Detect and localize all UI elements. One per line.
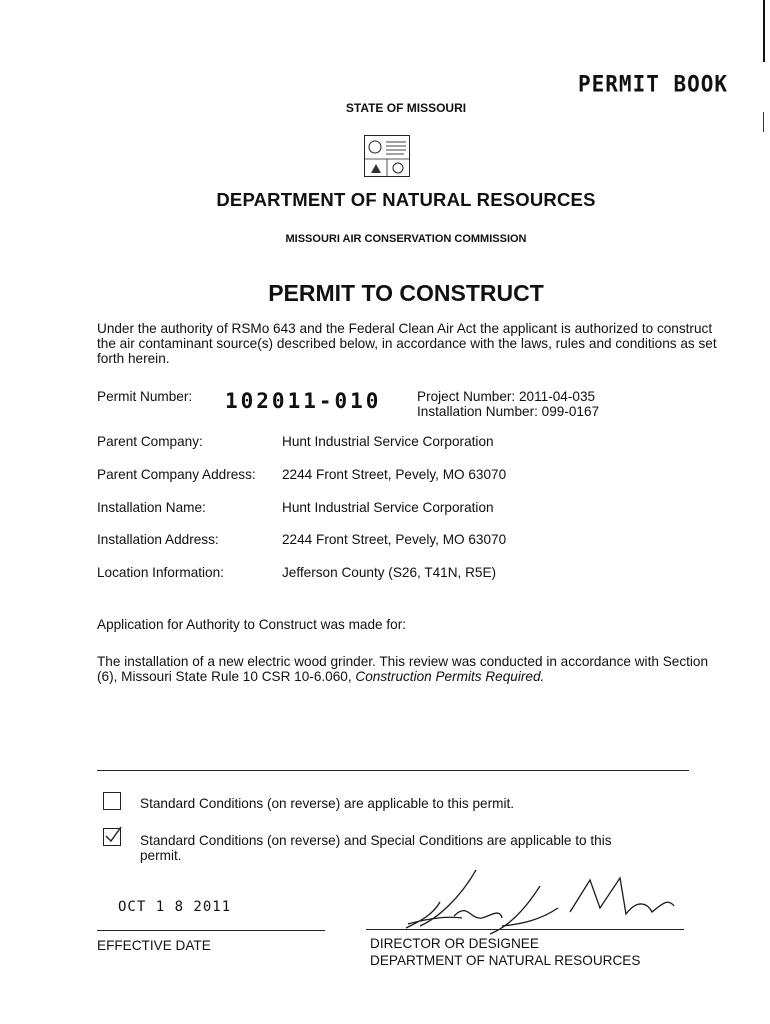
dnr-logo [364, 135, 410, 177]
effective-date-line [97, 930, 325, 931]
field-label: Parent Company Address: [97, 467, 256, 482]
state-heading: STATE OF MISSOURI [345, 101, 467, 115]
field-label: Installation Address: [97, 532, 219, 547]
field-label: Parent Company: [97, 434, 203, 449]
effective-date-label: EFFECTIVE DATE [97, 938, 211, 953]
description-rule-title: Construction Permits Required. [355, 669, 545, 684]
permit-number-value: 102011-010 [225, 389, 382, 413]
intro-paragraph: Under the authority of RSMo 643 and the Federal Clean Air Act the applicant is authorized to construct the air contaminant source(s) described below, in accordance with the laws, rules and conditions as set forth herein. [97, 321, 717, 366]
director-signature [390, 858, 690, 948]
description-paragraph [97, 654, 717, 684]
field-row [0, 434, 770, 452]
standard-conditions-checkbox[interactable] [103, 792, 121, 810]
description-text: The installation of a new electric wood grinder. This review was conducted in accordance with Section (6), Missouri State Rule 10 CSR 10-6.060, [97, 654, 709, 684]
field-label: Installation Name: [97, 500, 206, 515]
scan-edge-mark [763, 0, 765, 62]
permit-title: PERMIT TO CONSTRUCT [268, 280, 544, 306]
project-number: Project Number: 2011-04-035 [417, 389, 596, 404]
commission-heading: MISSOURI AIR CONSERVATION COMMISSION [285, 233, 527, 245]
department-heading: DEPARTMENT OF NATURAL RESOURCES [216, 189, 596, 210]
special-conditions-text: Standard Conditions (on reverse) and Special Conditions are applicable to this permit. [140, 833, 612, 863]
permit-number-label: Permit Number: [97, 389, 193, 404]
director-label: DIRECTOR OR DESIGNEE [370, 936, 539, 951]
field-row [0, 467, 770, 485]
field-row [0, 532, 770, 550]
field-label: Location Information: [97, 565, 224, 580]
special-conditions-checkbox[interactable] [103, 828, 121, 846]
field-value: Jefferson County (S26, T41N, R5E) [282, 565, 497, 580]
checkmark-icon [103, 825, 123, 845]
field-value: Hunt Industrial Service Corporation [282, 434, 494, 449]
installation-number: Installation Number: 099-0167 [417, 404, 600, 419]
field-value: 2244 Front Street, Pevely, MO 63070 [282, 532, 507, 547]
director-line [366, 929, 684, 930]
permit-book-stamp: PERMIT BOOK [578, 71, 729, 97]
application-line: Application for Authority to Construct was made for: [97, 617, 407, 632]
divider [97, 770, 689, 771]
field-row [0, 565, 770, 583]
scan-edge-mark [763, 112, 764, 132]
effective-date-value: OCT 1 8 2011 [118, 899, 232, 915]
field-value: Hunt Industrial Service Corporation [282, 500, 494, 515]
field-row [0, 500, 770, 518]
standard-conditions-text: Standard Conditions (on reverse) are applicable to this permit. [140, 796, 515, 811]
field-value: 2244 Front Street, Pevely, MO 63070 [282, 467, 507, 482]
dnr-label: DEPARTMENT OF NATURAL RESOURCES [370, 953, 641, 968]
